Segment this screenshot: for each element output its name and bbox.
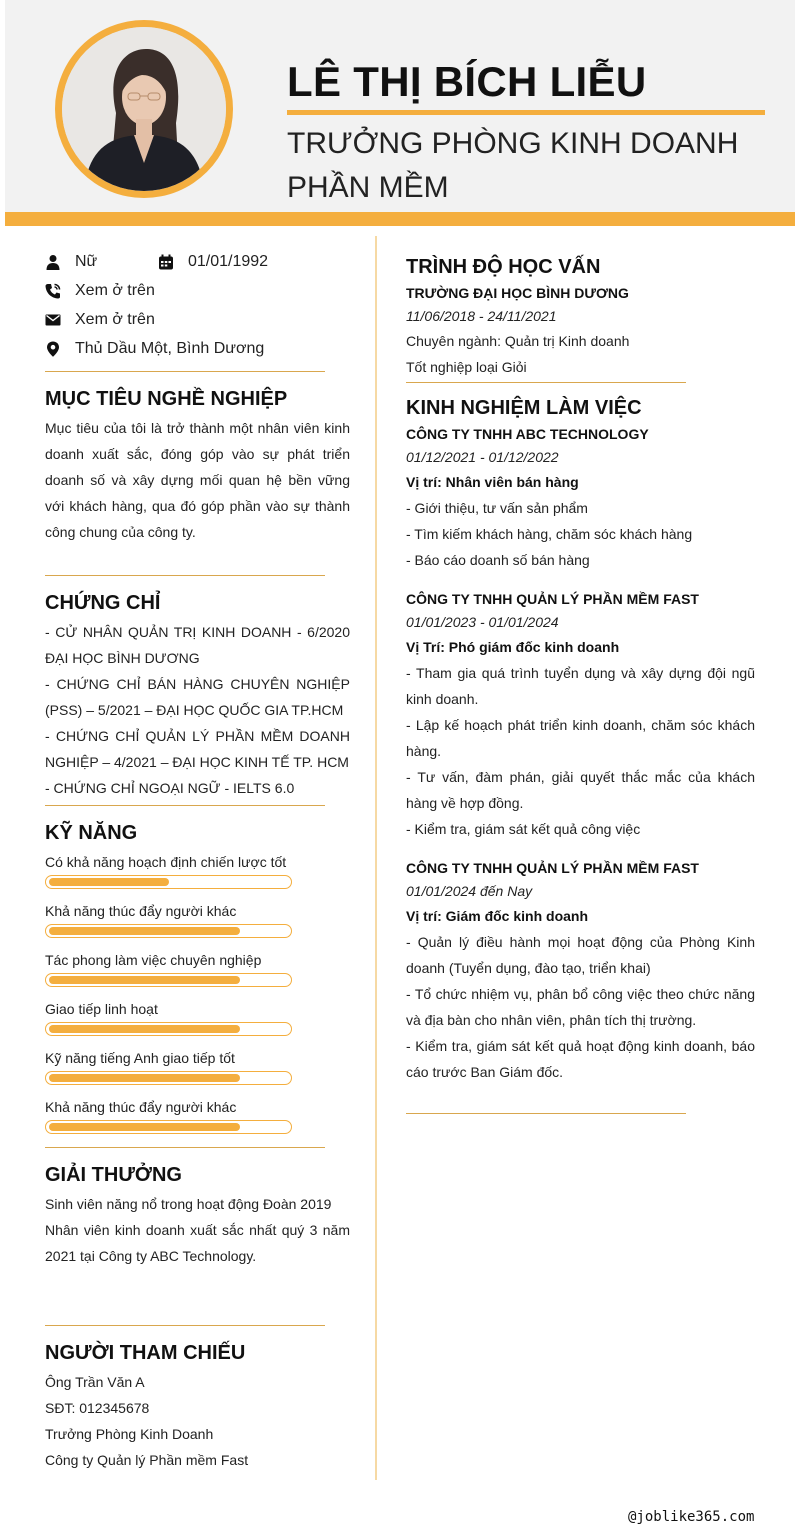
skill-bar: [45, 924, 292, 938]
calendar-icon: [158, 254, 174, 270]
contact-email: [45, 309, 155, 331]
phone-value: Xem ở trên: [75, 282, 155, 299]
divider: [45, 1147, 325, 1148]
skill-label: Khả năng thúc đẩy người khác: [45, 1099, 237, 1115]
skill-label: Kỹ năng tiếng Anh giao tiếp tốt: [45, 1050, 235, 1066]
address-value: Thủ Dầu Một, Bình Dương: [75, 340, 265, 357]
certificates-heading: CHỨNG CHỈ: [45, 592, 161, 614]
divider: [406, 382, 686, 383]
skill-bar-fill: [49, 1123, 240, 1131]
job-company: CÔNG TY TNHH QUẢN LÝ PHẦN MỀM FAST: [406, 591, 699, 607]
skill-bar-fill: [49, 927, 240, 935]
reference-line: Trưởng Phòng Kinh Doanh: [45, 1426, 214, 1442]
job-duty: - Quản lý điều hành mọi hoạt động của Phòng Kinh doanh (Tuyển dụng, đào tạo, triển khai): [406, 934, 755, 976]
job-duty: - Kiểm tra, giám sát kết quả công việc: [406, 821, 641, 837]
objective-text: Mục tiêu của tôi là trở thành một nhân viên kinh doanh xuất sắc, đóng góp vào sự phát triển doanh số và xây dựng mối quan hệ bền vững với khách hàng, qua đó góp phần vào sự thành công chung của công ty.: [45, 420, 350, 540]
award-item: Nhân viên kinh doanh xuất sắc nhất quý 3 năm 2021 tại Công ty ABC Technology.: [45, 1222, 350, 1264]
skill-bar: [45, 973, 292, 987]
gender-value: Nữ: [75, 253, 98, 270]
divider: [45, 575, 325, 576]
job-position: Vị trí: Giám đốc kinh doanh: [406, 908, 589, 924]
skill-bar: [45, 1120, 292, 1134]
contact-address: [45, 338, 264, 360]
contact-dob: [158, 251, 268, 273]
divider: [45, 1325, 325, 1326]
skill-bar: [45, 875, 292, 889]
location-pin-icon: [45, 341, 61, 357]
reference-line: Công ty Quản lý Phần mềm Fast: [45, 1452, 249, 1468]
contact-phone: [45, 280, 155, 302]
skill-label: Tác phong làm việc chuyên nghiệp: [45, 952, 262, 968]
job-duty: - Tổ chức nhiệm vụ, phân bổ công việc theo chức năng và địa bàn cho nhân viên, phân tích thị trường.: [406, 986, 755, 1028]
job-company: CÔNG TY TNHH ABC TECHNOLOGY: [406, 426, 649, 442]
education-grade: Tốt nghiệp loại Giỏi: [406, 359, 527, 375]
candidate-name: LÊ THỊ BÍCH LIỄU: [287, 58, 647, 105]
education-heading: TRÌNH ĐỘ HỌC VẤN: [406, 256, 601, 278]
references-heading: NGƯỜI THAM CHIẾU: [45, 1342, 246, 1364]
job-title: [287, 122, 757, 210]
job-duty: - Kiểm tra, giám sát kết quả hoạt động kinh doanh, báo cáo trước Ban Giám đốc.: [406, 1038, 755, 1080]
certificate-item: - CHỨNG CHỈ NGOẠI NGỮ - IELTS 6.0: [45, 780, 295, 796]
education-major: Chuyên ngành: Quản trị Kinh doanh: [406, 333, 630, 349]
profile-photo: [62, 27, 226, 191]
avatar: [62, 27, 226, 191]
job-title-line-1: TRƯỞNG PHÒNG KINH DOANH: [287, 127, 739, 160]
skill-bar-fill: [49, 976, 240, 984]
award-item: Sinh viên năng nổ trong hoạt động Đoàn 2019: [45, 1196, 332, 1212]
job-title-line-2: PHẦN MỀM: [287, 171, 449, 204]
job-position: Vị Trí: Phó giám đốc kinh doanh: [406, 639, 620, 655]
skill-bar-fill: [49, 878, 169, 886]
job-period: 01/12/2021 - 01/12/2022: [406, 449, 559, 465]
skill-bar-fill: [49, 1025, 240, 1033]
job-duty: - Báo cáo doanh số bán hàng: [406, 552, 590, 568]
objective-heading: MỤC TIÊU NGHỀ NGHIỆP: [45, 388, 288, 410]
job-duty: - Tìm kiếm khách hàng, chăm sóc khách hàng: [406, 526, 693, 542]
job-duty: - Tư vấn, đàm phán, giải quyết thắc mắc của khách hàng về hợp đồng.: [406, 769, 755, 811]
job-position: Vị trí: Nhân viên bán hàng: [406, 474, 579, 490]
reference-line: SĐT: 012345678: [45, 1400, 150, 1416]
skill-bar: [45, 1071, 292, 1085]
job-company: CÔNG TY TNHH QUẢN LÝ PHẦN MỀM FAST: [406, 860, 699, 876]
job-duty: - Tham gia quá trình tuyển dụng và xây dựng đội ngũ kinh doanh.: [406, 665, 755, 707]
email-value: Xem ở trên: [75, 311, 155, 328]
name-underline: [287, 110, 765, 115]
certificate-item: - CHỨNG CHỈ BÁN HÀNG CHUYÊN NGHIỆP (PSS) – 5/2021 – ĐẠI HỌC QUỐC GIA TP.HCM: [45, 676, 350, 718]
education-period: 11/06/2018 - 24/11/2021: [406, 308, 557, 324]
person-icon: [45, 254, 61, 270]
phone-icon: [45, 283, 61, 299]
certificate-item: - CỬ NHÂN QUẢN TRỊ KINH DOANH - 6/2020 ĐẠI HỌC BÌNH DƯƠNG: [45, 624, 350, 666]
job-duty: - Lập kế hoạch phát triển kinh doanh, chăm sóc khách hàng.: [406, 717, 755, 759]
contact-gender: [45, 251, 97, 273]
header-accent-bar: [5, 212, 795, 226]
watermark-site: @joblike365.com: [628, 1509, 755, 1525]
experience-heading: KINH NGHIỆM LÀM VIỆC: [406, 397, 642, 419]
divider: [45, 805, 325, 806]
awards-heading: GIẢI THƯỞNG: [45, 1164, 182, 1186]
skill-bar: [45, 1022, 292, 1036]
job-period: 01/01/2024 đến Nay: [406, 883, 533, 899]
job-duty: - Giới thiệu, tư vấn sản phẩm: [406, 500, 588, 516]
divider: [406, 1113, 686, 1114]
skill-label: Giao tiếp linh hoạt: [45, 1001, 158, 1017]
dob-value: 01/01/1992: [188, 253, 269, 270]
education-school: TRƯỜNG ĐẠI HỌC BÌNH DƯƠNG: [406, 285, 629, 301]
job-period: 01/01/2023 - 01/01/2024: [406, 614, 559, 630]
skill-label: Khả năng thúc đẩy người khác: [45, 903, 237, 919]
skill-label: Có khả năng hoạch định chiến lược tốt: [45, 854, 287, 870]
certificate-item: - CHỨNG CHỈ QUẢN LÝ PHẦN MỀM DOANH NGHIỆP – 4/2021 – ĐẠI HỌC KINH TẾ TP. HCM: [45, 728, 350, 770]
skill-bar-fill: [49, 1074, 240, 1082]
envelope-icon: [45, 312, 61, 328]
column-divider: [375, 236, 377, 1480]
reference-line: Ông Trần Văn A: [45, 1374, 145, 1390]
divider: [45, 371, 325, 372]
skills-heading: KỸ NĂNG: [45, 822, 138, 844]
